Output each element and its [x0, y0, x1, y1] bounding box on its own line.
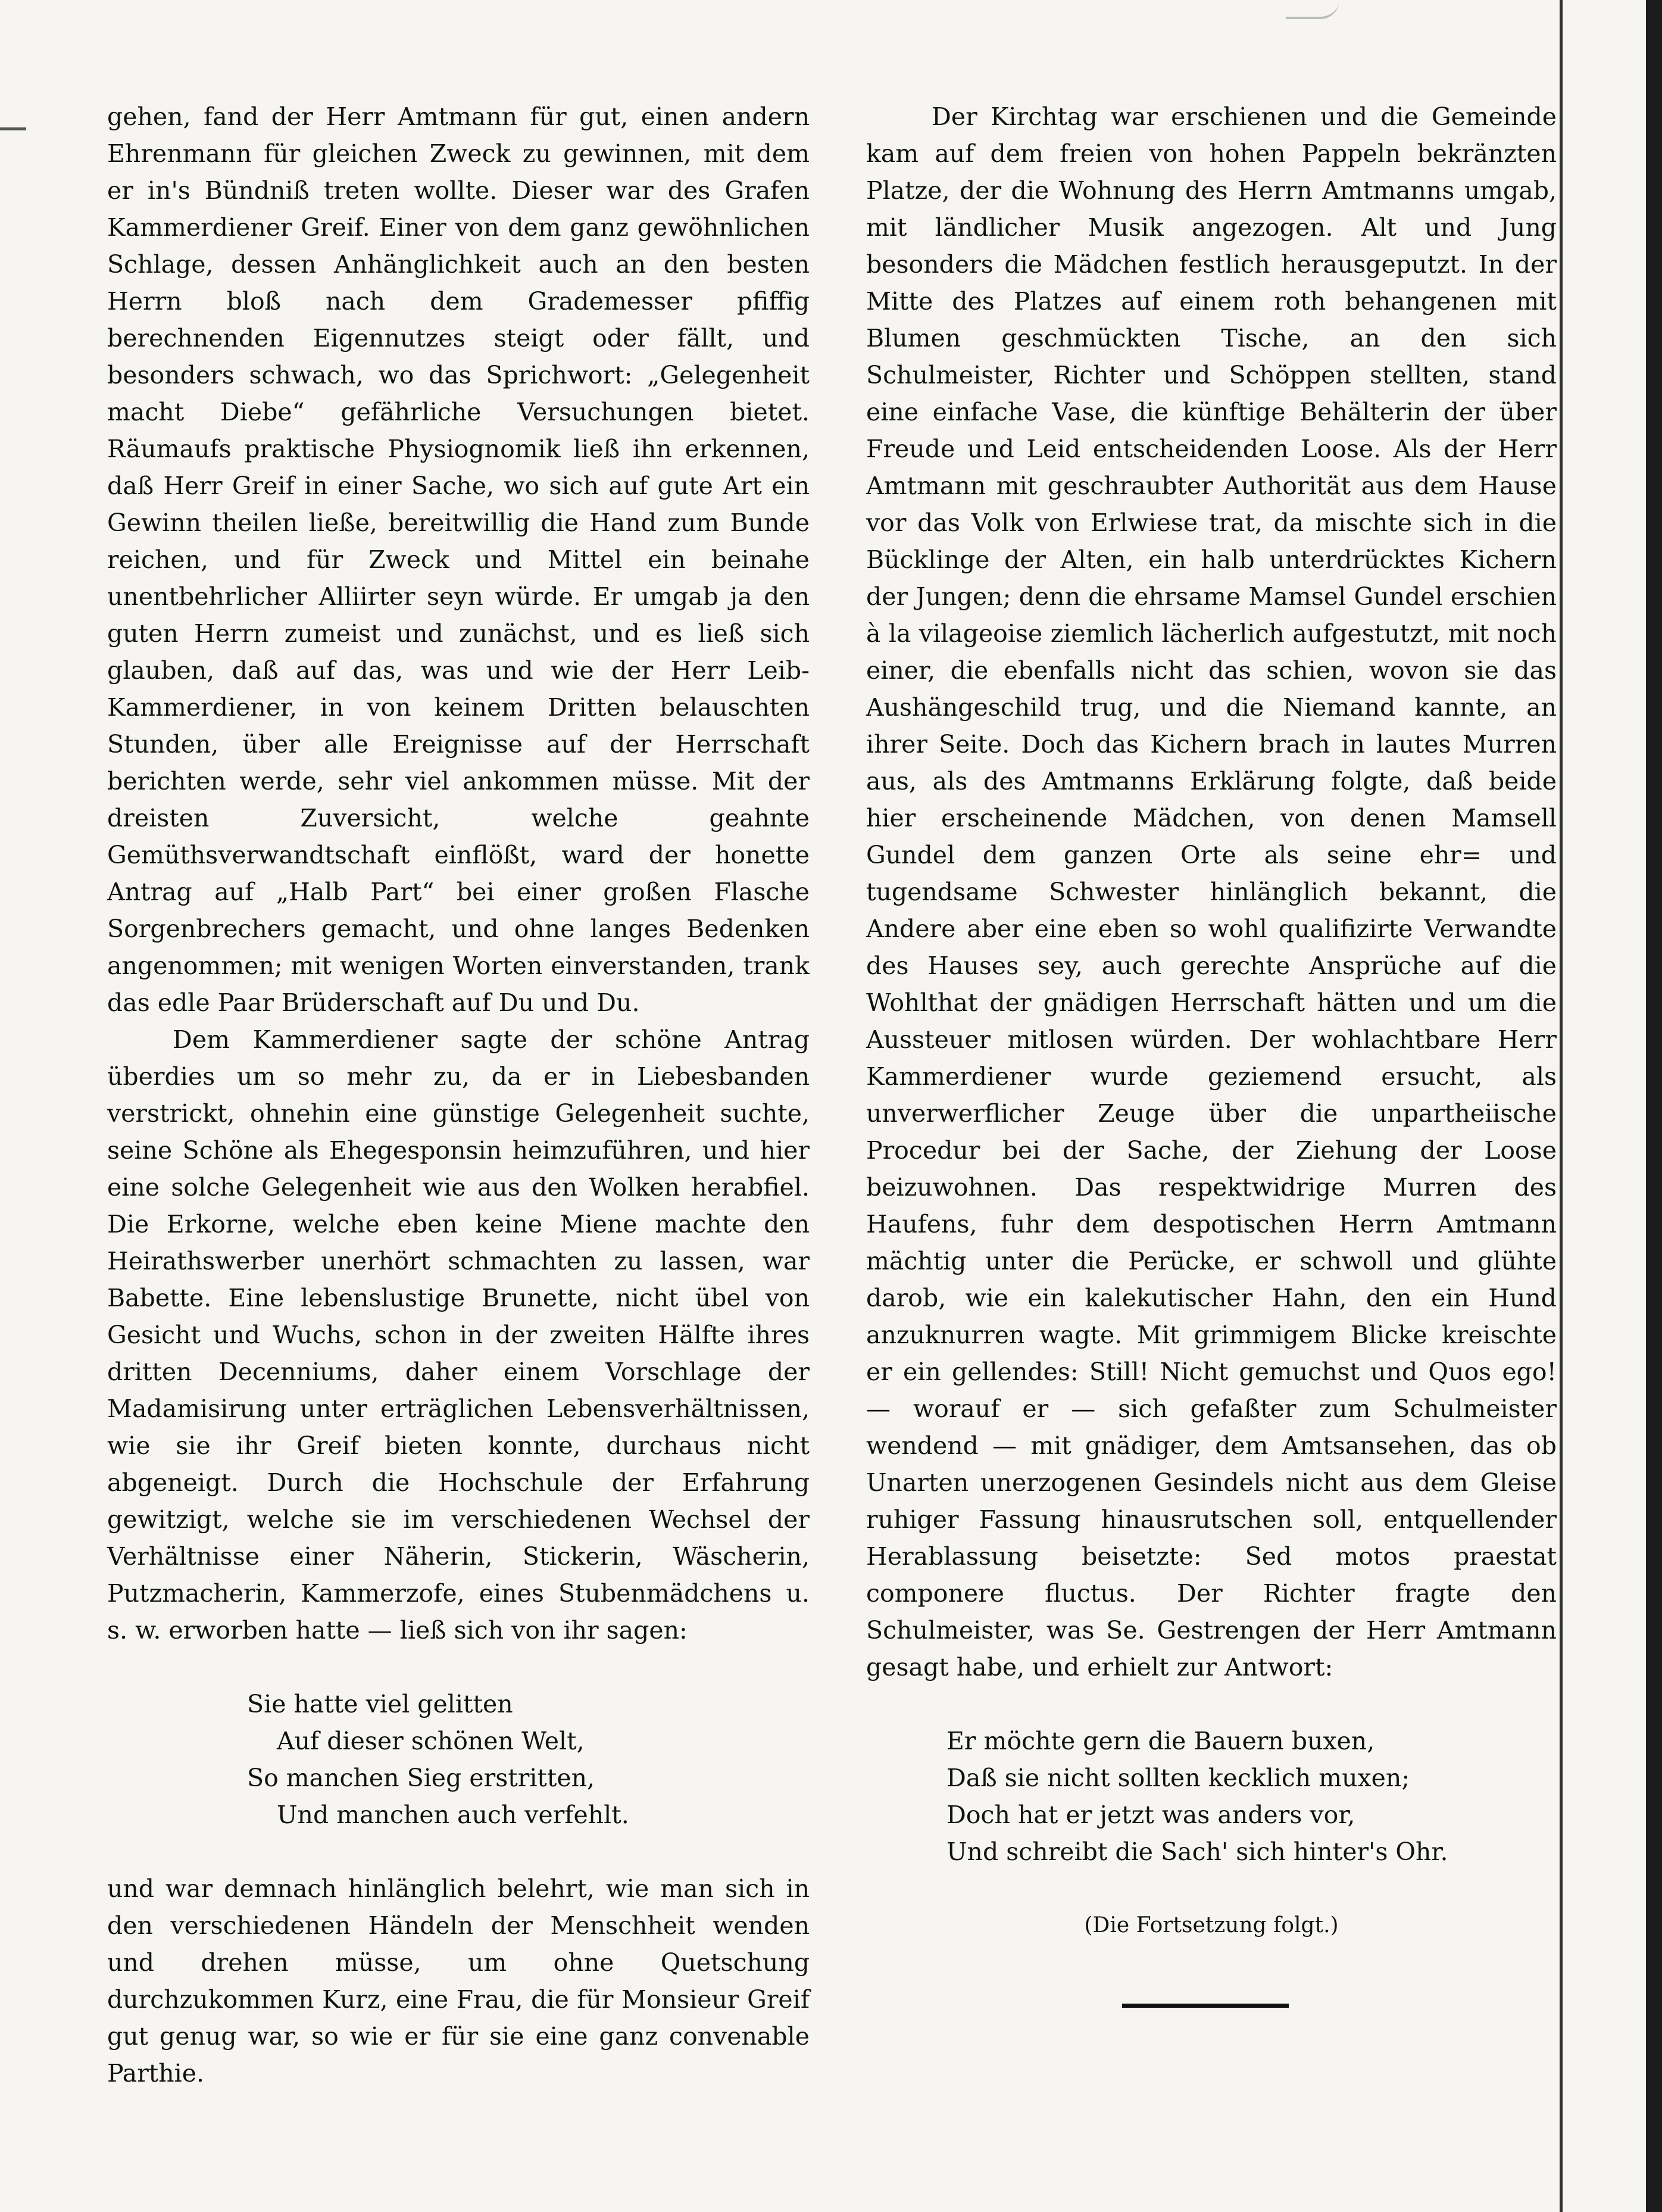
scan-artifact: [1286, 0, 1339, 19]
verse-line: Doch hat er jetzt was anders vor,: [946, 1801, 1355, 1829]
right-verse: [946, 1723, 1557, 1870]
verse-line: Sie hatte viel gelitten: [247, 1690, 513, 1718]
left-paragraph-2: Dem Kammerdiener sagte der schöne Antrag überdies um so mehr zu, da er in Liebesbanden verstrickt, ohnehin eine günstige Gelegenheit suchte, seine Schöne als Ehegesponsin heimzuführen, und hier eine solche Gelegenheit wie aus den Wolken herabfiel. Die Erkorne, welche eben keine Miene machte den Heirathswerber unerhört schmachten zu lassen, war Babette. Eine lebenslustige Brunette, nicht übel von Gesicht und Wuchs, schon in der zweiten Hälfte ihres dritten Decenniums, daher einem Vorschlage der Madamisirung unter erträglichen Lebensverhältnissen, wie sie ihr Greif bieten konnte, durchaus nicht abgeneigt. Durch die Hochschule der Erfahrung gewitzigt, welche sie im verschiedenen Wechsel der Verhältnisse einer Näherin, Stickerin, Wäscherin, Putzmacherin, Kammerzofe, eines Stubenmädchens u. s. w. erworben hatte — ließ sich von ihr sagen:: [107, 1025, 810, 1645]
right-column: [866, 98, 1557, 2008]
left-paragraph-3: und war demnach hinlänglich belehrt, wie man sich in den verschiedenen Händeln der Menschheit wenden und drehen müsse, um ohne Quetschung durchzukommen Kurz, eine Frau, die für Monsieur Greif gut genug war, so wie er für sie eine ganz convenable Parthie.: [107, 1874, 810, 2088]
continuation-note: (Die Fortsetzung folgt.): [1084, 1913, 1339, 1938]
left-column: [107, 98, 810, 2092]
section-rule: [1122, 2004, 1289, 2008]
verse-line: Und manchen auch verfehlt.: [277, 1801, 629, 1829]
right-paragraph-1: Der Kirchtag war erschienen und die Gemeinde kam auf dem freien von hohen Pappeln bekränzten Platze, der die Wohnung des Herrn Amtmanns umgab, mit ländlicher Musik angezogen. Alt und Jung besonders die Mädchen festlich herausgeputzt. In der Mitte des Platzes auf einem roth behangenen mit Blumen geschmückten Tische, an den sich Schulmeister, Richter und Schöppen stellten, stand eine einfache Vase, die künftige Behälterin der über Freude und Leid entscheidenden Loose. Als der Herr Amtmann mit geschraubter Authorität aus dem Hause vor das Volk von Erlwiese trat, da mischte sich in die Bücklinge der Alten, ein halb unterdrücktes Kichern der Jungen; denn die ehrsame Mamsel Gundel erschien à la vilageoise ziemlich lächerlich aufgestutzt, mit noch einer, die ebenfalls nicht das schien, wovon sie das Aushängeschild trug, und die Niemand kannte, an ihrer Seite. Doch das Kichern brach in lautes Murren aus, als des Amtmanns Erklärung folgte, daß beide hier erscheinende Mädchen, von denen Mamsell Gundel dem ganzen Orte als seine ehr= und tugendsame Schwester hinlänglich bekannt, die Andere aber eine eben so wohl qualifizirte Verwandte des Hauses sey, auch gerechte Ansprüche auf die Wohlthat der gnädigen Herrschaft hätten und um die Aussteuer mitlosen würden. Der wohlachtbare Herr Kammerdiener wurde geziemend ersucht, als unverwerflicher Zeuge über die unpartheiische Procedur bei der Sache, der Ziehung der Loose beizuwohnen. Das respektwidrige Murren des Haufens, fuhr dem despotischen Herrn Amtmann mächtig unter die Perücke, er schwoll und glühte darob, wie ein kalekutischer Hahn, den ein Hund anzuknurren wagte. Mit grimmigem Blicke kreischte er ein gellendes: Still! Nicht gemuchst und Quos ego! — worauf er — sich gefaßter zum Schulmeister wendend — mit gnädiger, dem Amtsansehen, das ob Unarten unerzogenen Gesindels nicht aus dem Gleise ruhiger Fassung hinausrutschen soll, entquellender Herablassung beisetzte: Sed motos praestat componere fluctus. Der Richter fragte den Schulmeister, was Se. Gestrengen der Herr Amtmann gesagt habe, und erhielt zur Antwort:: [866, 102, 1557, 1681]
verse-line: Auf dieser schönen Welt,: [277, 1727, 585, 1755]
verse-line: So manchen Sieg erstritten,: [247, 1764, 595, 1792]
verse-line: Daß sie nicht sollten kecklich muxen;: [946, 1764, 1410, 1792]
margin-mark: [0, 127, 26, 130]
left-verse: [247, 1686, 810, 1833]
page-edge-line: [1560, 0, 1563, 2212]
verse-line: Er möchte gern die Bauern buxen,: [946, 1727, 1375, 1755]
left-paragraph-1: gehen, fand der Herr Amtmann für gut, einen andern Ehrenmann für gleichen Zweck zu gewinnen, mit dem er in's Bündniß treten wollte. Dieser war des Grafen Kammerdiener Greif. Einer von dem ganz gewöhnlichen Schlage, dessen Anhänglichkeit auch an den besten Herrn bloß nach dem Grademesser pfiffig berechnenden Eigennutzes steigt oder fällt, und besonders schwach, wo das Sprichwort: „Gelegenheit macht Diebe“ gefährliche Versuchungen bietet. Räumaufs praktische Physiognomik ließ ihn erkennen, daß Herr Greif in einer Sache, wo sich auf gute Art ein Gewinn theilen ließe, bereitwillig die Hand zum Bunde reichen, und für Zweck und Mittel ein beinahe unentbehrlicher Alliirter seyn würde. Er umgab ja den guten Herrn zumeist und zunächst, und es ließ sich glauben, daß auf das, was und wie der Herr Leib-Kammerdiener, in von keinem Dritten belauschten Stunden, über alle Ereignisse auf der Herrschaft berichten werde, sehr viel ankommen müsse. Mit der dreisten Zuversicht, welche geahnte Gemüthsverwandtschaft einflößt, ward der honette Antrag auf „Halb Part“ bei einer großen Flasche Sorgenbrechers gemacht, und ohne langes Bedenken angenommen; mit wenigen Worten einverstanden, trank das edle Paar Brüderschaft auf Du und Du.: [107, 102, 810, 1017]
verse-line: Und schreibt die Sach' sich hinter's Ohr.: [946, 1837, 1448, 1866]
